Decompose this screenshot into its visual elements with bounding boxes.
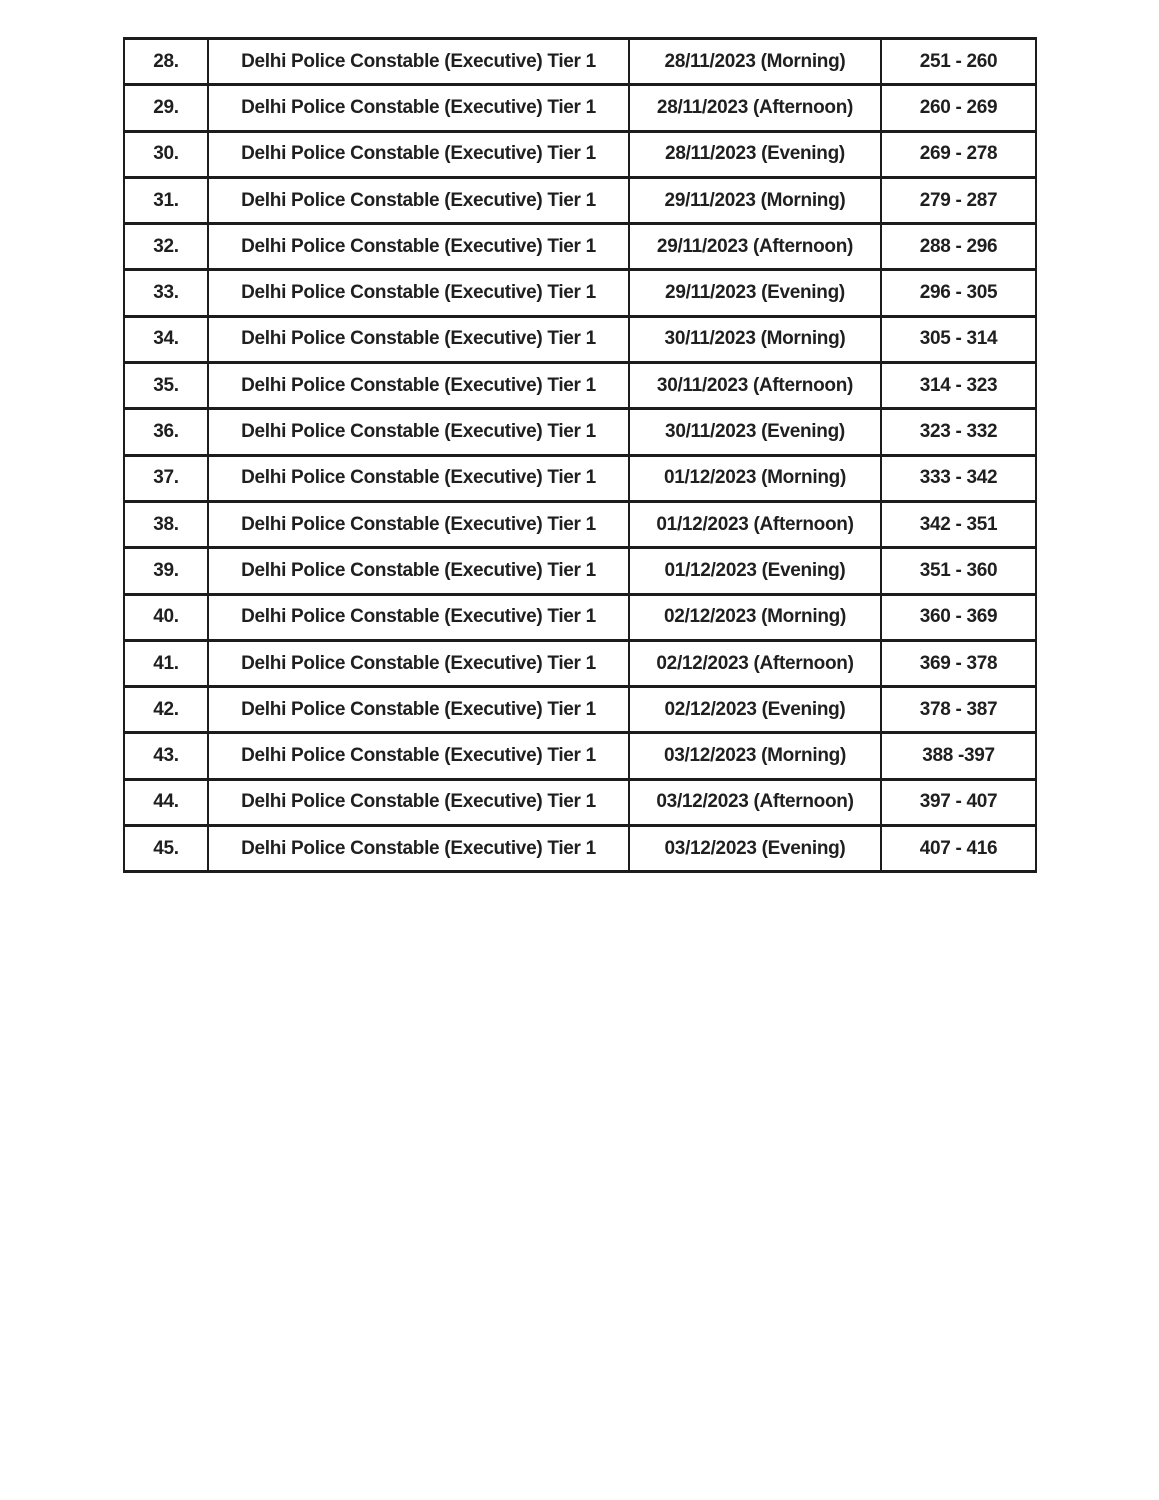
date-session-cell: 02/12/2023 (Evening) <box>629 687 881 733</box>
serial-number-cell: 38. <box>124 501 208 547</box>
date-session-cell: 01/12/2023 (Morning) <box>629 455 881 501</box>
table-row <box>124 131 1036 177</box>
roll-range-cell: 323 - 332 <box>881 409 1036 455</box>
serial-number-cell: 29. <box>124 85 208 131</box>
date-session-cell: 28/11/2023 (Morning) <box>629 39 881 85</box>
exam-name-cell: Delhi Police Constable (Executive) Tier 1 <box>208 548 629 594</box>
date-session-cell: 03/12/2023 (Afternoon) <box>629 779 881 825</box>
table-row <box>124 316 1036 362</box>
date-session-cell: 03/12/2023 (Morning) <box>629 733 881 779</box>
date-session-cell: 02/12/2023 (Morning) <box>629 594 881 640</box>
roll-range-cell: 288 - 296 <box>881 224 1036 270</box>
serial-number-cell: 37. <box>124 455 208 501</box>
date-session-cell: 29/11/2023 (Afternoon) <box>629 224 881 270</box>
roll-range-cell: 279 - 287 <box>881 177 1036 223</box>
serial-number-cell: 28. <box>124 39 208 85</box>
date-session-cell: 30/11/2023 (Morning) <box>629 316 881 362</box>
date-session-cell: 02/12/2023 (Afternoon) <box>629 640 881 686</box>
roll-range-cell: 369 - 378 <box>881 640 1036 686</box>
table-row <box>124 224 1036 270</box>
serial-number-cell: 42. <box>124 687 208 733</box>
serial-number-cell: 43. <box>124 733 208 779</box>
exam-name-cell: Delhi Police Constable (Executive) Tier 1 <box>208 224 629 270</box>
exam-name-cell: Delhi Police Constable (Executive) Tier 1 <box>208 270 629 316</box>
exam-name-cell: Delhi Police Constable (Executive) Tier 1 <box>208 779 629 825</box>
date-session-cell: 28/11/2023 (Afternoon) <box>629 85 881 131</box>
table-row <box>124 501 1036 547</box>
exam-name-cell: Delhi Police Constable (Executive) Tier 1 <box>208 177 629 223</box>
roll-range-cell: 388 -397 <box>881 733 1036 779</box>
exam-name-cell: Delhi Police Constable (Executive) Tier 1 <box>208 363 629 409</box>
exam-name-cell: Delhi Police Constable (Executive) Tier 1 <box>208 733 629 779</box>
exam-name-cell: Delhi Police Constable (Executive) Tier 1 <box>208 594 629 640</box>
table-row <box>124 455 1036 501</box>
table-row <box>124 409 1036 455</box>
exam-name-cell: Delhi Police Constable (Executive) Tier 1 <box>208 131 629 177</box>
roll-range-cell: 251 - 260 <box>881 39 1036 85</box>
serial-number-cell: 32. <box>124 224 208 270</box>
exam-name-cell: Delhi Police Constable (Executive) Tier 1 <box>208 826 629 872</box>
exam-name-cell: Delhi Police Constable (Executive) Tier 1 <box>208 640 629 686</box>
serial-number-cell: 45. <box>124 826 208 872</box>
date-session-cell: 01/12/2023 (Evening) <box>629 548 881 594</box>
table-row <box>124 177 1036 223</box>
table-row <box>124 687 1036 733</box>
exam-name-cell: Delhi Police Constable (Executive) Tier 1 <box>208 687 629 733</box>
date-session-cell: 01/12/2023 (Afternoon) <box>629 501 881 547</box>
table-row <box>124 363 1036 409</box>
exam-name-cell: Delhi Police Constable (Executive) Tier 1 <box>208 316 629 362</box>
table-row <box>124 39 1036 85</box>
roll-range-cell: 305 - 314 <box>881 316 1036 362</box>
roll-range-cell: 296 - 305 <box>881 270 1036 316</box>
table-row <box>124 733 1036 779</box>
serial-number-cell: 30. <box>124 131 208 177</box>
serial-number-cell: 36. <box>124 409 208 455</box>
date-session-cell: 30/11/2023 (Evening) <box>629 409 881 455</box>
table-row <box>124 594 1036 640</box>
table-row <box>124 779 1036 825</box>
date-session-cell: 29/11/2023 (Morning) <box>629 177 881 223</box>
exam-schedule-table <box>123 37 1037 873</box>
table-row <box>124 640 1036 686</box>
roll-range-cell: 314 - 323 <box>881 363 1036 409</box>
exam-schedule-table-body <box>124 39 1036 872</box>
roll-range-cell: 342 - 351 <box>881 501 1036 547</box>
serial-number-cell: 33. <box>124 270 208 316</box>
date-session-cell: 28/11/2023 (Evening) <box>629 131 881 177</box>
roll-range-cell: 269 - 278 <box>881 131 1036 177</box>
date-session-cell: 29/11/2023 (Evening) <box>629 270 881 316</box>
roll-range-cell: 407 - 416 <box>881 826 1036 872</box>
exam-name-cell: Delhi Police Constable (Executive) Tier 1 <box>208 39 629 85</box>
roll-range-cell: 378 - 387 <box>881 687 1036 733</box>
serial-number-cell: 41. <box>124 640 208 686</box>
roll-range-cell: 333 - 342 <box>881 455 1036 501</box>
table-row <box>124 826 1036 872</box>
exam-name-cell: Delhi Police Constable (Executive) Tier 1 <box>208 501 629 547</box>
roll-range-cell: 351 - 360 <box>881 548 1036 594</box>
exam-name-cell: Delhi Police Constable (Executive) Tier 1 <box>208 409 629 455</box>
exam-name-cell: Delhi Police Constable (Executive) Tier 1 <box>208 85 629 131</box>
date-session-cell: 30/11/2023 (Afternoon) <box>629 363 881 409</box>
roll-range-cell: 260 - 269 <box>881 85 1036 131</box>
serial-number-cell: 40. <box>124 594 208 640</box>
roll-range-cell: 397 - 407 <box>881 779 1036 825</box>
serial-number-cell: 35. <box>124 363 208 409</box>
serial-number-cell: 31. <box>124 177 208 223</box>
table-row <box>124 548 1036 594</box>
table-row <box>124 85 1036 131</box>
serial-number-cell: 44. <box>124 779 208 825</box>
date-session-cell: 03/12/2023 (Evening) <box>629 826 881 872</box>
serial-number-cell: 34. <box>124 316 208 362</box>
serial-number-cell: 39. <box>124 548 208 594</box>
roll-range-cell: 360 - 369 <box>881 594 1036 640</box>
table-row <box>124 270 1036 316</box>
exam-name-cell: Delhi Police Constable (Executive) Tier 1 <box>208 455 629 501</box>
